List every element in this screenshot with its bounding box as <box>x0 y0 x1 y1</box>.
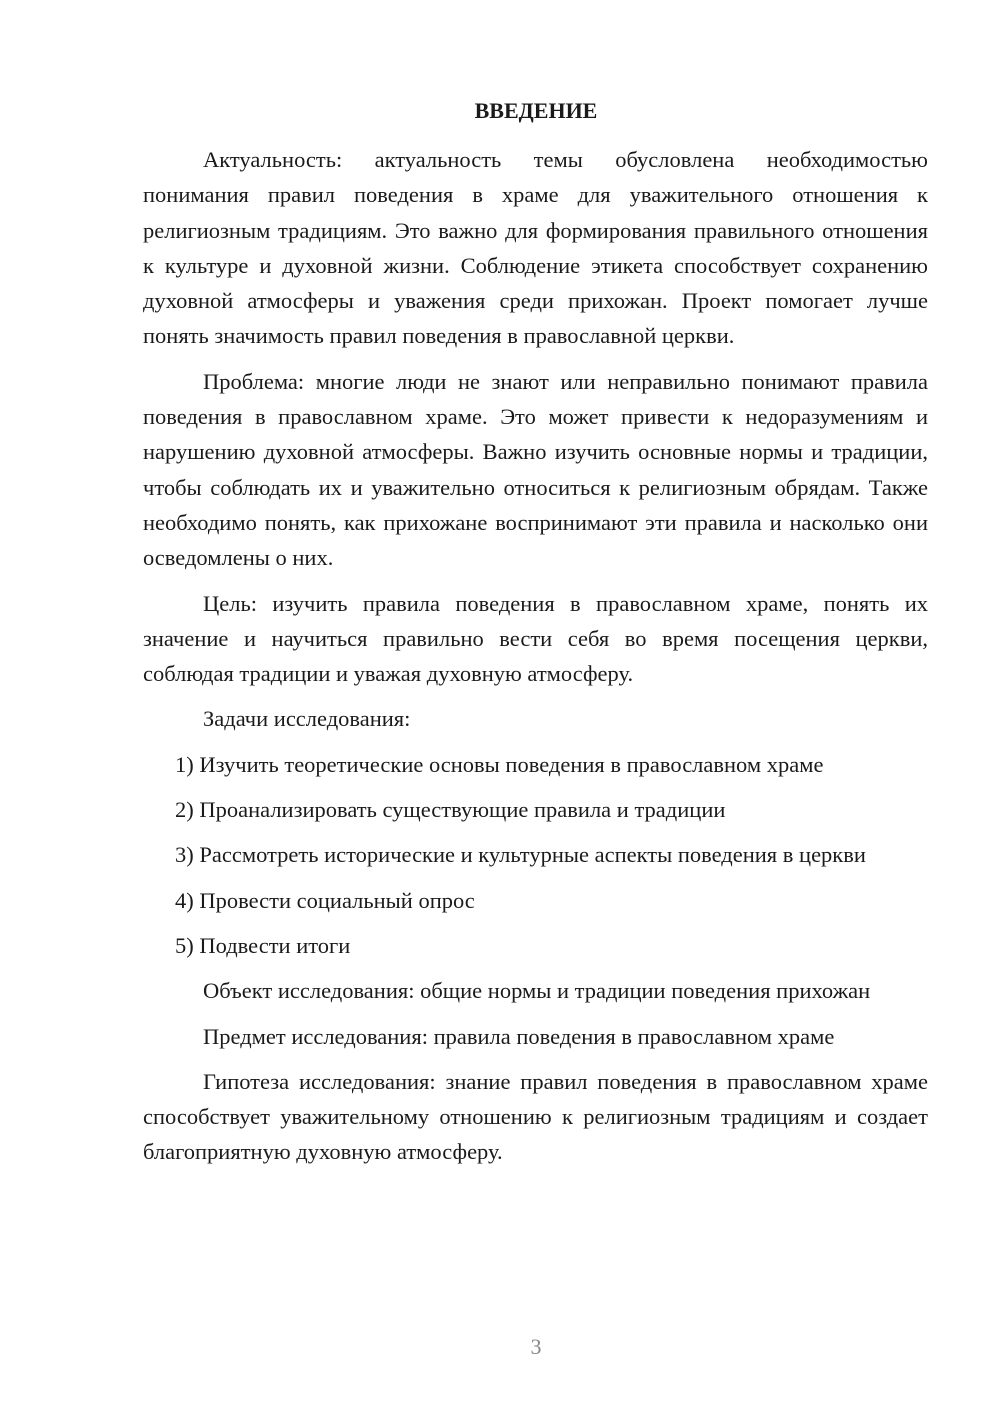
task-item: 1) Изучить теоретические основы поведения в православном храме <box>175 751 824 777</box>
task-item: 5) Подвести итоги <box>175 932 351 958</box>
paragraph-tasks-heading: Задачи исследования: <box>203 706 411 732</box>
paragraph-object: Объект исследования: общие нормы и традиции поведения прихожан <box>203 978 871 1004</box>
paragraph-relevance: Актуальность: актуальность темы обусловлена необходимостью понимания правил поведения в храме для уважительного отношения к религиозным традициям. Это важно для формирования правильного отношения к культуре и духовной жизни. Соблюдение этикета способствует сохранению духовной атмосферы и уважения среди прихожан. Проект помогает лучше понять значимость правил поведения в православной церкви. <box>143 147 928 349</box>
paragraph-hypothesis: Гипотеза исследования: знание правил поведения в православном храме способствует уважительному отношению к религиозным традициям и создает благоприятную духовную атмосферу. <box>143 1068 928 1165</box>
page-number: 3 <box>530 1334 542 1359</box>
task-item: 2) Проанализировать существующие правила и традиции <box>175 797 726 823</box>
page-title: ВВЕДЕНИЕ <box>474 98 598 123</box>
document-body <box>143 142 928 1180</box>
task-item: 4) Провести социальный опрос <box>175 887 475 913</box>
paragraph-subject: Предмет исследования: правила поведения в православном храме <box>203 1023 835 1049</box>
task-item: 3) Рассмотреть исторические и культурные аспекты поведения в церкви <box>175 842 866 868</box>
paragraph-problem: Проблема: многие люди не знают или неправильно понимают правила поведения в православном храме. Это может привести к недоразумениям и нарушению духовной атмосферы. Важно изучить основные нормы и традиции, чтобы соблюдать их и уважительно относиться к религиозным обрядам. Также необходимо понять, как прихожане воспринимают эти правила и насколько они осведомлены о них. <box>143 368 928 571</box>
paragraph-goal: Цель: изучить правила поведения в православном храме, понять их значение и научиться правильно вести себя во время посещения церкви, соблюдая традиции и уважая духовную атмосферу. <box>143 590 928 687</box>
